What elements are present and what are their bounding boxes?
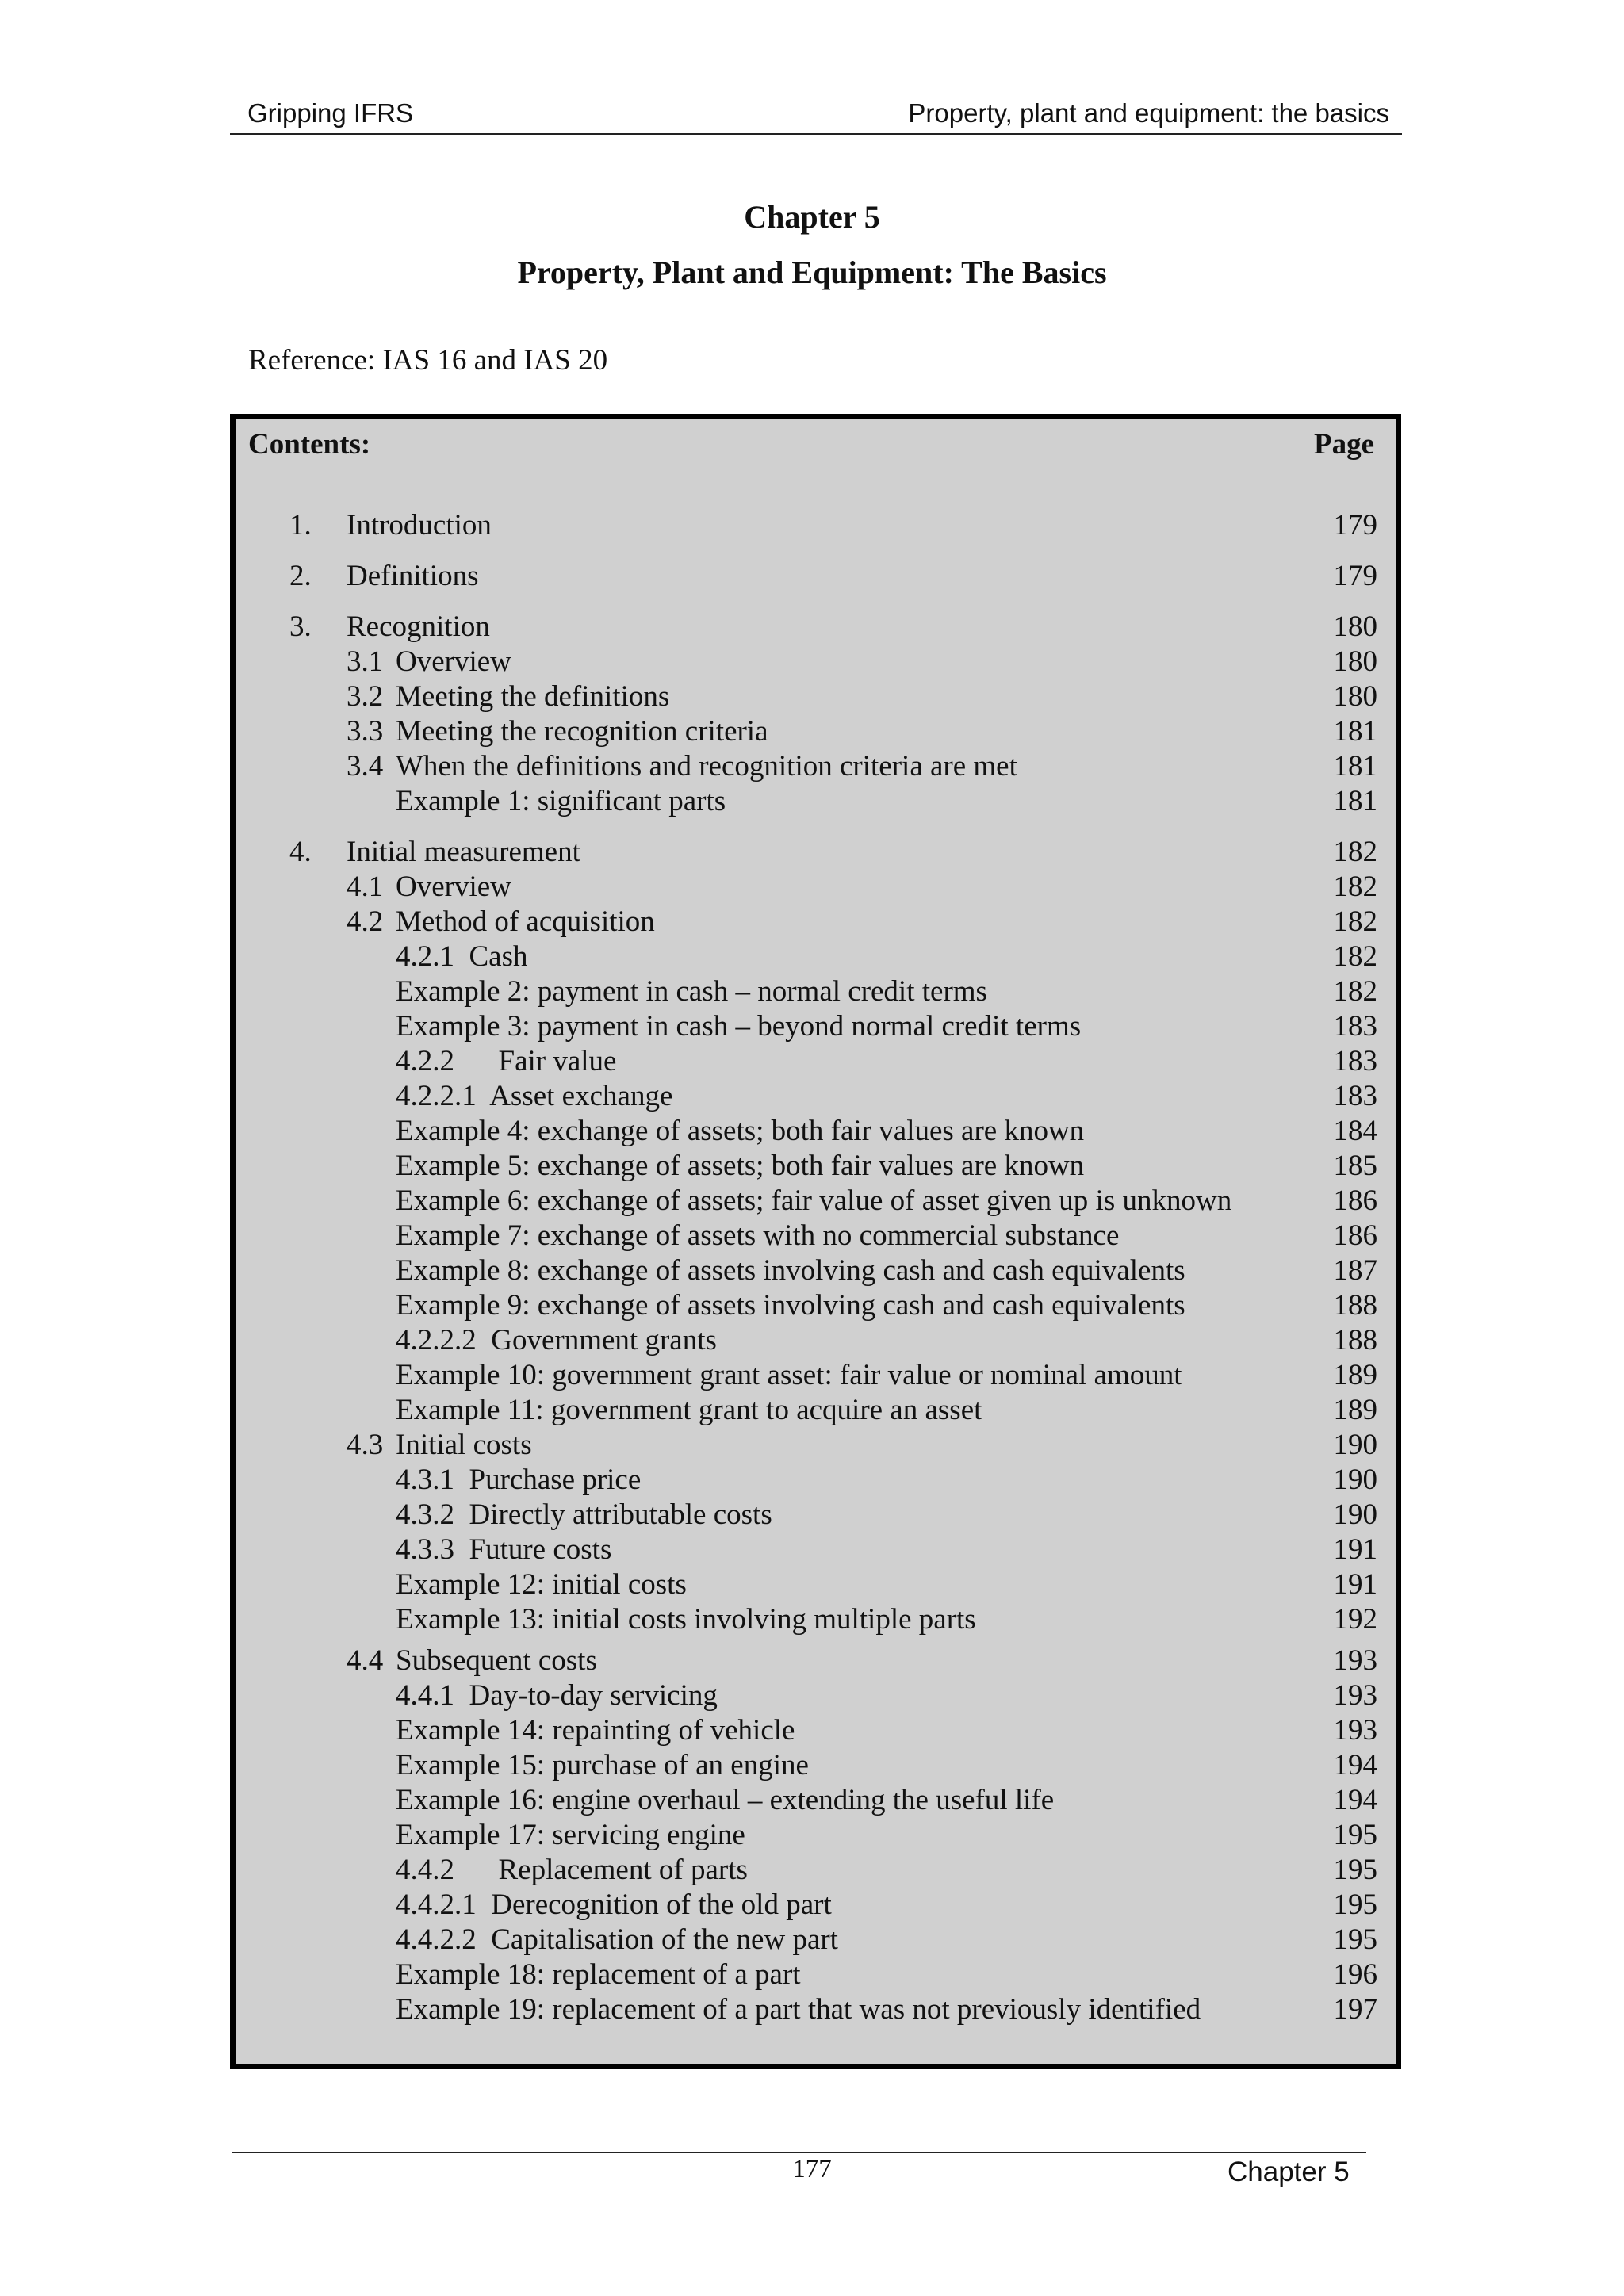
toc-row <box>236 559 1396 594</box>
toc-page: 179 <box>1333 560 1377 592</box>
toc-page: 183 <box>1333 1010 1377 1043</box>
toc-title: 4.2.2 Fair value <box>396 1045 617 1077</box>
toc-row <box>236 1253 1396 1288</box>
toc-title: Example 12: initial costs <box>396 1568 687 1601</box>
toc-number: 2. <box>289 560 312 592</box>
toc-title: 4.4.2 Replacement of parts <box>396 1854 748 1886</box>
toc-title: Example 13: initial costs involving multiple parts <box>396 1603 976 1636</box>
toc-row <box>236 1957 1396 1992</box>
toc-title: 4.4.2.2 Capitalisation of the new part <box>396 1923 838 1956</box>
toc-page: 188 <box>1333 1289 1377 1322</box>
toc-title: Example 10: government grant asset: fair value or nominal amount <box>396 1359 1182 1391</box>
toc-row <box>236 1463 1396 1498</box>
toc-title: 4.2.2.2 Government grants <box>396 1324 717 1357</box>
toc-page: 193 <box>1333 1644 1377 1677</box>
toc-page: 180 <box>1333 610 1377 643</box>
toc-page: 194 <box>1333 1749 1377 1781</box>
toc-page: 195 <box>1333 1923 1377 1956</box>
toc-row <box>236 508 1396 543</box>
toc-title: When the definitions and recognition criteria are met <box>396 750 1017 783</box>
toc-title: Example 4: exchange of assets; both fair values are known <box>396 1115 1085 1147</box>
toc-title: Example 1: significant parts <box>396 785 726 817</box>
toc-page: 190 <box>1333 1429 1377 1461</box>
toc-page: 188 <box>1333 1324 1377 1357</box>
toc-page: 180 <box>1333 645 1377 678</box>
toc-title: Example 6: exchange of assets; fair value of asset given up is unknown <box>396 1184 1232 1217</box>
contents-box <box>230 414 1401 2069</box>
toc-page: 189 <box>1333 1394 1377 1426</box>
toc-row <box>236 679 1396 714</box>
toc-number: 4.2 <box>347 905 384 938</box>
toc-page: 197 <box>1333 1993 1377 2026</box>
toc-number: 3.1 <box>347 645 384 678</box>
toc-page: 185 <box>1333 1150 1377 1182</box>
toc-row <box>236 1533 1396 1567</box>
toc-title: Example 15: purchase of an engine <box>396 1749 809 1781</box>
chapter-number: Chapter 5 <box>744 199 880 235</box>
toc-title: Subsequent costs <box>396 1644 597 1677</box>
toc-number: 3.2 <box>347 680 384 713</box>
toc-row <box>236 1009 1396 1044</box>
toc-row <box>236 870 1396 905</box>
toc-page: 181 <box>1333 715 1377 748</box>
header-chapter-title: Property, plant and equipment: the basics <box>908 98 1389 128</box>
toc-title: Initial measurement <box>347 836 580 868</box>
toc-title: 4.3.2 Directly attributable costs <box>396 1498 772 1531</box>
toc-row <box>236 835 1396 870</box>
toc-number: 3.3 <box>347 715 384 748</box>
toc-page: 186 <box>1333 1219 1377 1252</box>
toc-title: Meeting the definitions <box>396 680 670 713</box>
toc-row <box>236 1079 1396 1114</box>
toc-title: 4.2.1 Cash <box>396 940 528 973</box>
toc-row <box>236 610 1396 645</box>
page-column-heading: Page <box>1314 428 1375 461</box>
toc-title: Example 3: payment in cash – beyond normal credit terms <box>396 1010 1082 1043</box>
footer-rule <box>232 2152 1366 2153</box>
toc-page: 183 <box>1333 1080 1377 1112</box>
toc-row <box>236 1602 1396 1637</box>
toc-row <box>236 1288 1396 1323</box>
toc-page: 184 <box>1333 1115 1377 1147</box>
toc-row <box>236 1184 1396 1219</box>
toc-title: Meeting the recognition criteria <box>396 715 768 748</box>
toc-page: 182 <box>1333 940 1377 973</box>
toc-title: Introduction <box>347 509 492 541</box>
toc-page: 182 <box>1333 975 1377 1008</box>
toc-page: 196 <box>1333 1958 1377 1991</box>
toc-title: Example 8: exchange of assets involving cash and cash equivalents <box>396 1254 1185 1287</box>
page-header <box>230 95 1402 135</box>
toc-row <box>236 1888 1396 1923</box>
toc-row <box>236 1818 1396 1853</box>
toc-page: 189 <box>1333 1359 1377 1391</box>
toc-title: Example 18: replacement of a part <box>396 1958 801 1991</box>
toc-row <box>236 1853 1396 1888</box>
toc-title: Overview <box>396 871 511 903</box>
toc-page: 192 <box>1333 1603 1377 1636</box>
toc-row <box>236 1644 1396 1678</box>
toc-page: 179 <box>1333 509 1377 541</box>
toc-title: 4.4.1 Day-to-day servicing <box>396 1679 718 1712</box>
toc-row <box>236 1114 1396 1149</box>
toc-page: 195 <box>1333 1888 1377 1921</box>
toc-title: Example 14: repainting of vehicle <box>396 1714 795 1747</box>
toc-page: 187 <box>1333 1254 1377 1287</box>
toc-page: 180 <box>1333 680 1377 713</box>
toc-row <box>236 1713 1396 1748</box>
toc-title: Recognition <box>347 610 490 643</box>
toc-row <box>236 1567 1396 1602</box>
toc-row <box>236 784 1396 819</box>
toc-row <box>236 1393 1396 1428</box>
toc-page: 186 <box>1333 1184 1377 1217</box>
toc-row <box>236 1219 1396 1253</box>
toc-page: 190 <box>1333 1464 1377 1496</box>
toc-row <box>236 1923 1396 1957</box>
toc-row <box>236 1323 1396 1358</box>
toc-title: Definitions <box>347 560 479 592</box>
toc-title: Method of acquisition <box>396 905 655 938</box>
toc-row <box>236 1428 1396 1463</box>
toc-number: 1. <box>289 509 312 541</box>
toc-title: 4.4.2.1 Derecognition of the old part <box>396 1888 832 1921</box>
toc-title: 4.3.3 Future costs <box>396 1533 612 1566</box>
toc-page: 181 <box>1333 785 1377 817</box>
toc-number: 4.1 <box>347 871 384 903</box>
toc-page: 182 <box>1333 836 1377 868</box>
toc-title: Initial costs <box>396 1429 532 1461</box>
toc-page: 195 <box>1333 1854 1377 1886</box>
toc-row <box>236 1044 1396 1079</box>
toc-title: Overview <box>396 645 511 678</box>
page-number: 177 <box>792 2155 832 2183</box>
toc-row <box>236 714 1396 749</box>
toc-number: 3.4 <box>347 750 384 783</box>
contents-heading: Contents: <box>248 428 371 461</box>
toc-title: Example 2: payment in cash – normal credit terms <box>396 975 987 1008</box>
toc-number: 3. <box>289 610 312 643</box>
chapter-title: Property, Plant and Equipment: The Basics <box>517 254 1107 290</box>
toc-page: 194 <box>1333 1784 1377 1816</box>
reference-line: Reference: IAS 16 and IAS 20 <box>248 344 608 377</box>
toc-page: 191 <box>1333 1568 1377 1601</box>
toc-page: 193 <box>1333 1714 1377 1747</box>
toc-row <box>236 939 1396 974</box>
toc-title: Example 16: engine overhaul – extending the useful life <box>396 1784 1055 1816</box>
toc-title: Example 19: replacement of a part that was not previously identified <box>396 1993 1201 2026</box>
footer-chapter: Chapter 5 <box>1228 2156 1350 2187</box>
toc-title: Example 7: exchange of assets with no commercial substance <box>396 1219 1120 1252</box>
toc-row <box>236 645 1396 679</box>
toc-page: 191 <box>1333 1533 1377 1566</box>
toc-row <box>236 1149 1396 1184</box>
toc-page: 182 <box>1333 905 1377 938</box>
toc-row <box>236 1678 1396 1713</box>
toc-row <box>236 749 1396 784</box>
toc-number: 4.3 <box>347 1429 384 1461</box>
toc-page: 181 <box>1333 750 1377 783</box>
toc-title: Example 9: exchange of assets involving cash and cash equivalents <box>396 1289 1185 1322</box>
toc-row <box>236 1748 1396 1783</box>
toc-row <box>236 905 1396 939</box>
toc-number: 4.4 <box>347 1644 384 1677</box>
toc-title: Example 5: exchange of assets; both fair values are known <box>396 1150 1085 1182</box>
toc-page: 193 <box>1333 1679 1377 1712</box>
header-book-title: Gripping IFRS <box>247 98 414 128</box>
toc-page: 190 <box>1333 1498 1377 1531</box>
toc-row <box>236 1498 1396 1533</box>
toc-title: 4.2.2.1 Asset exchange <box>396 1080 673 1112</box>
toc-number: 4. <box>289 836 312 868</box>
toc-page: 195 <box>1333 1819 1377 1851</box>
toc-row <box>236 974 1396 1009</box>
toc-row <box>236 1992 1396 2027</box>
toc-row <box>236 1783 1396 1818</box>
toc-title: 4.3.1 Purchase price <box>396 1464 642 1496</box>
toc-row <box>236 1358 1396 1393</box>
toc-list <box>236 419 1396 2064</box>
toc-title: Example 11: government grant to acquire an asset <box>396 1394 982 1426</box>
toc-page: 182 <box>1333 871 1377 903</box>
toc-page: 183 <box>1333 1045 1377 1077</box>
toc-title: Example 17: servicing engine <box>396 1819 745 1851</box>
